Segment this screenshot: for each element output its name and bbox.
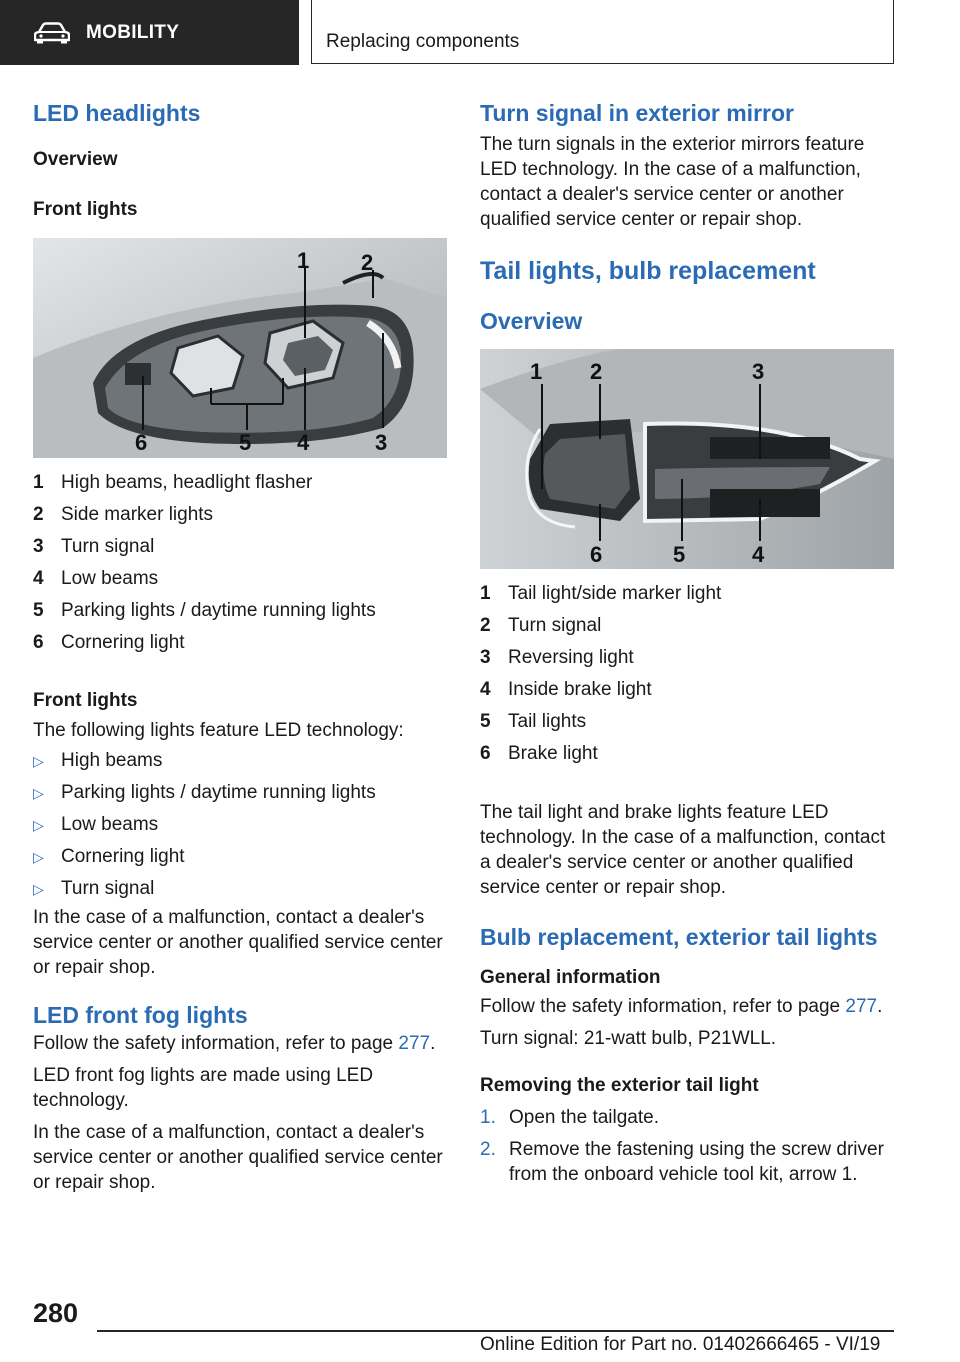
fog-led-text: LED front fog lights are made using LED technology. xyxy=(33,1065,374,1112)
figure2-label-6: 6 xyxy=(590,542,603,568)
list-item: 6 Cornering light xyxy=(33,631,185,653)
led-tech-intro: The following lights feature LED technology: xyxy=(33,719,404,741)
tail-led-text: The tail light and brake lights feature LED technology. In the case of a malfunction, contact a dealer's service center or another qualified service center or repair shop. xyxy=(480,802,886,899)
figure2-label-3: 3 xyxy=(752,359,765,385)
list-item: 3 Turn signal xyxy=(33,535,155,557)
list-item: 2 Turn signal xyxy=(480,615,602,637)
list-item: 1 High beams, headlight flasher xyxy=(33,471,313,493)
front-lights-figure xyxy=(33,238,447,458)
figure1-label-6: 6 xyxy=(135,429,148,455)
heading-general-information: General information xyxy=(480,966,661,988)
page-link[interactable]: 277 xyxy=(398,1033,431,1055)
chapter-title: Replacing components xyxy=(326,31,520,52)
section-title: MOBILITY xyxy=(86,21,180,43)
edition-text: Online Edition for Part no. 01402666465 - VI/19 xyxy=(480,1334,881,1355)
list-item: 5 Parking lights / daytime running lights xyxy=(33,599,376,621)
heading-tail-lights: Tail lights, bulb replacement xyxy=(480,256,816,285)
triangle-bullet-icon: ▷ xyxy=(33,816,44,833)
list-item: 5 Tail lights xyxy=(480,711,587,733)
triangle-bullet-icon: ▷ xyxy=(33,752,44,769)
fog-safety-text: Follow the safety information, refer to page 277. xyxy=(33,1033,436,1055)
chapter-tab xyxy=(311,0,894,64)
removal-steps xyxy=(480,1105,894,1187)
heading-front-lights: Front lights xyxy=(33,199,138,221)
triangle-bullet-icon: ▷ xyxy=(33,880,44,897)
figure2-label-1: 1 xyxy=(530,359,543,385)
page-link[interactable]: 277 xyxy=(845,996,878,1018)
list-item: 4 Inside brake light xyxy=(480,679,652,701)
car-icon xyxy=(34,22,70,44)
list-item: ▷ Parking lights / daytime running lights xyxy=(33,777,447,809)
turn-signal-bulb-text: Turn signal: 21-watt bulb, P21WLL. xyxy=(480,1028,777,1050)
header-section-tab xyxy=(0,0,299,65)
list-item: 1 Tail light/side marker light xyxy=(480,583,722,605)
list-item: ▷ Cornering light xyxy=(33,841,447,873)
safety-text: Follow the safety information, refer to page 277. xyxy=(480,996,883,1018)
page-number: 280 xyxy=(33,1298,79,1328)
list-item: ▷ Turn signal xyxy=(33,873,447,905)
list-item: ▷ Low beams xyxy=(33,809,447,841)
figure2-label-4: 4 xyxy=(752,542,765,568)
list-item: ▷ High beams xyxy=(33,745,447,777)
list-item: 4 Low beams xyxy=(33,567,159,589)
heading-led-fog-lights: LED front fog lights xyxy=(33,1001,248,1028)
left-column xyxy=(33,100,447,1195)
heading-removing-tail-light: Removing the exterior tail light xyxy=(480,1075,759,1097)
heading-led-headlights: LED headlights xyxy=(33,100,201,126)
figure1-label-2: 2 xyxy=(361,249,374,275)
figure1-label-4: 4 xyxy=(297,429,310,455)
figure2-label-2: 2 xyxy=(590,359,603,385)
front-lights-legend xyxy=(33,467,447,659)
heading-overview-right: Overview xyxy=(480,307,583,334)
heading-overview: Overview xyxy=(33,148,118,170)
triangle-bullet-icon: ▷ xyxy=(33,848,44,865)
figure2-label-5: 5 xyxy=(673,542,686,568)
fog-malfunction-text: In the case of a malfunction, contact a dealer's service center or another qualified service center or repair shop. xyxy=(33,1122,443,1194)
figure1-label-1: 1 xyxy=(297,247,310,273)
list-item: 2 Side marker lights xyxy=(33,503,214,525)
triangle-bullet-icon: ▷ xyxy=(33,784,44,801)
tail-lights-legend xyxy=(480,578,894,770)
heading-turn-signal-mirror: Turn signal in exterior mirror xyxy=(480,100,794,126)
footer-divider xyxy=(97,1330,894,1332)
heading-bulb-replacement: Bulb replacement, exterior tail lights xyxy=(480,924,878,951)
malfunction-text: In the case of a malfunction, contact a dealer's service center or another qualified service center or repair shop. xyxy=(33,906,443,978)
list-item: 6 Brake light xyxy=(480,743,598,765)
tail-lights-figure xyxy=(480,349,894,569)
list-item: 3 Reversing light xyxy=(480,647,634,669)
figure1-label-5: 5 xyxy=(239,429,252,455)
led-lights-list xyxy=(33,745,447,905)
list-item: 1. Open the tailgate. xyxy=(480,1107,659,1129)
mirror-text: The turn signals in the exterior mirrors feature LED technology. In the case of a malfunction, contact a dealer's service center or another qualified service center or repair shop. xyxy=(480,133,865,230)
figure1-label-3: 3 xyxy=(375,429,388,455)
heading-front-lights-2: Front lights xyxy=(33,689,138,711)
list-item: 2. Remove the fastening using the screw driver from the onboard vehicle tool kit, arrow 1. xyxy=(480,1139,884,1186)
right-column xyxy=(480,100,894,1194)
